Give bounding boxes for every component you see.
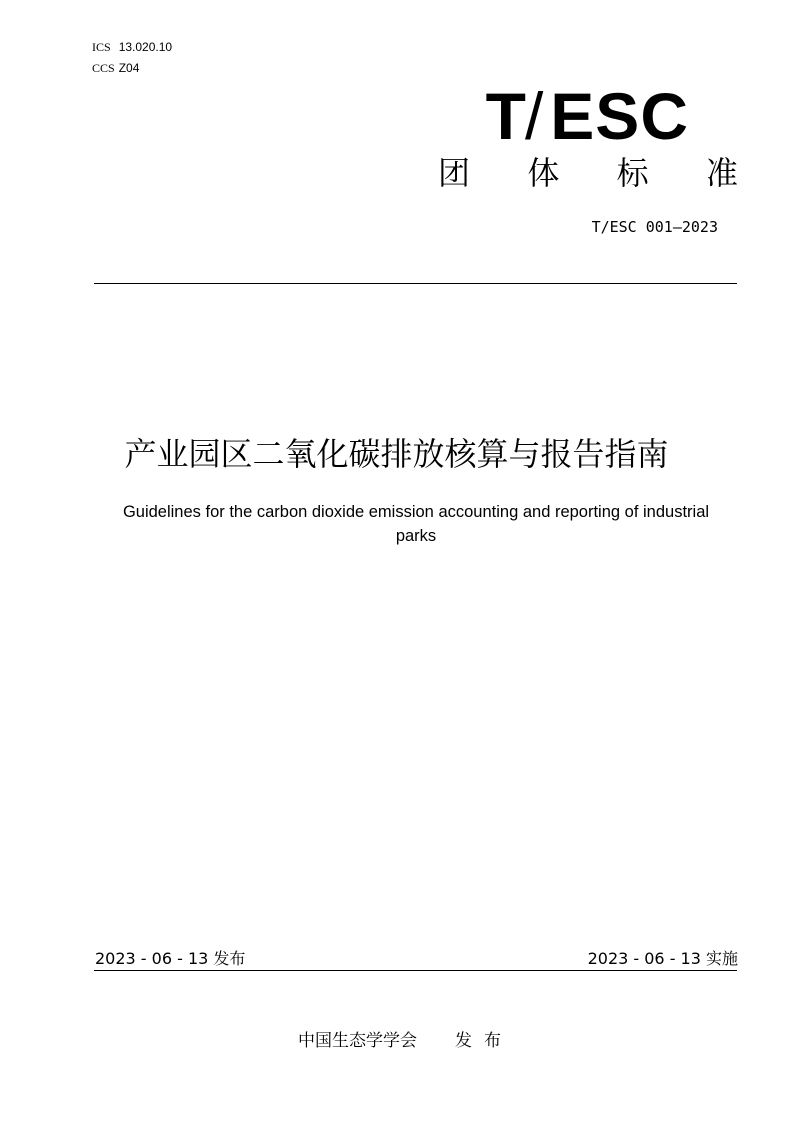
ccs-label: CCS xyxy=(92,61,115,75)
logo-esc: ESC xyxy=(550,79,689,153)
implement-date: 2023 - 06 - 13 实施 xyxy=(587,949,738,968)
standard-logo xyxy=(485,79,689,153)
issuer-name: 中国生态学学会 xyxy=(298,1031,417,1051)
ics-value: 13.020.10 xyxy=(118,40,173,54)
standard-number: T/ESC 001—2023 xyxy=(591,218,718,236)
logo-slash: / xyxy=(524,79,545,153)
ccs-code xyxy=(92,61,139,75)
issuer-line xyxy=(298,1026,513,1051)
title-chinese: 产业园区二氧化碳排放核算与报告指南 xyxy=(124,435,669,473)
ics-label: ICS xyxy=(92,40,111,54)
issuer-action: 发布 xyxy=(455,1031,513,1051)
publish-date: 2023 - 06 - 13 发布 xyxy=(95,949,246,968)
standard-type-char: 准 xyxy=(705,154,738,192)
standard-type-char: 标 xyxy=(616,154,649,192)
title-english: Guidelines for the carbon dioxide emission accounting and reporting of industrial parks xyxy=(122,503,710,545)
standard-type-char: 体 xyxy=(527,154,560,192)
logo-t: T xyxy=(485,79,527,153)
standard-type xyxy=(438,153,738,193)
top-divider xyxy=(94,283,737,284)
ccs-value: Z04 xyxy=(118,61,140,75)
bottom-divider xyxy=(94,970,737,971)
standard-type-char: 团 xyxy=(438,154,471,192)
ics-code xyxy=(92,40,172,54)
